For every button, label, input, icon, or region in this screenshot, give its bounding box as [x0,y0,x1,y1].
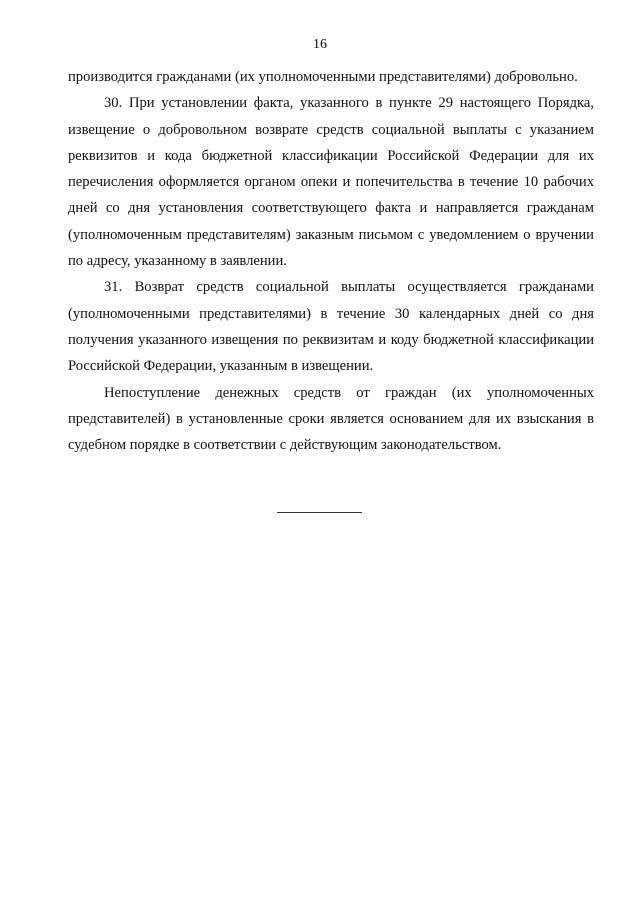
paragraph-continuation: производится гражданами (их уполномоченными представителями) добровольно. [68,69,578,85]
paragraph-item-31: 31. Возврат средств социальной выплаты осуществляется гражданами (уполномоченными представителями) в течение 30 календарных дней со дня получения указанного извещения по реквизитам и коду бюджетной классификации Российской Федерации, указанным в извещении. [68,279,594,375]
page-number: 16 [313,37,327,52]
paragraph-item-30: 30. При установлении факта, указанного в пункте 29 настоящего Порядка, извещение о добровольном возврате средств социальной выплаты с указанием реквизитов и кода бюджетной классификации Российской Федерации для их перечисления оформляется органом опеки и попечительства в течение 10 рабочих дней со дня установления соответствующего факта и направляется гражданам (уполномоченным представителям) заказным письмом с уведомлением о вручении по адресу, указанному в заявлении. [68,95,594,270]
end-separator-line [277,512,362,513]
paragraph-non-receipt: Непоступление денежных средств от граждан (их уполномоченных представителей) в установленные сроки является основанием для их взыскания в судебном порядке в соответствии с действующим законодательством. [68,384,594,454]
document-body [68,64,594,458]
